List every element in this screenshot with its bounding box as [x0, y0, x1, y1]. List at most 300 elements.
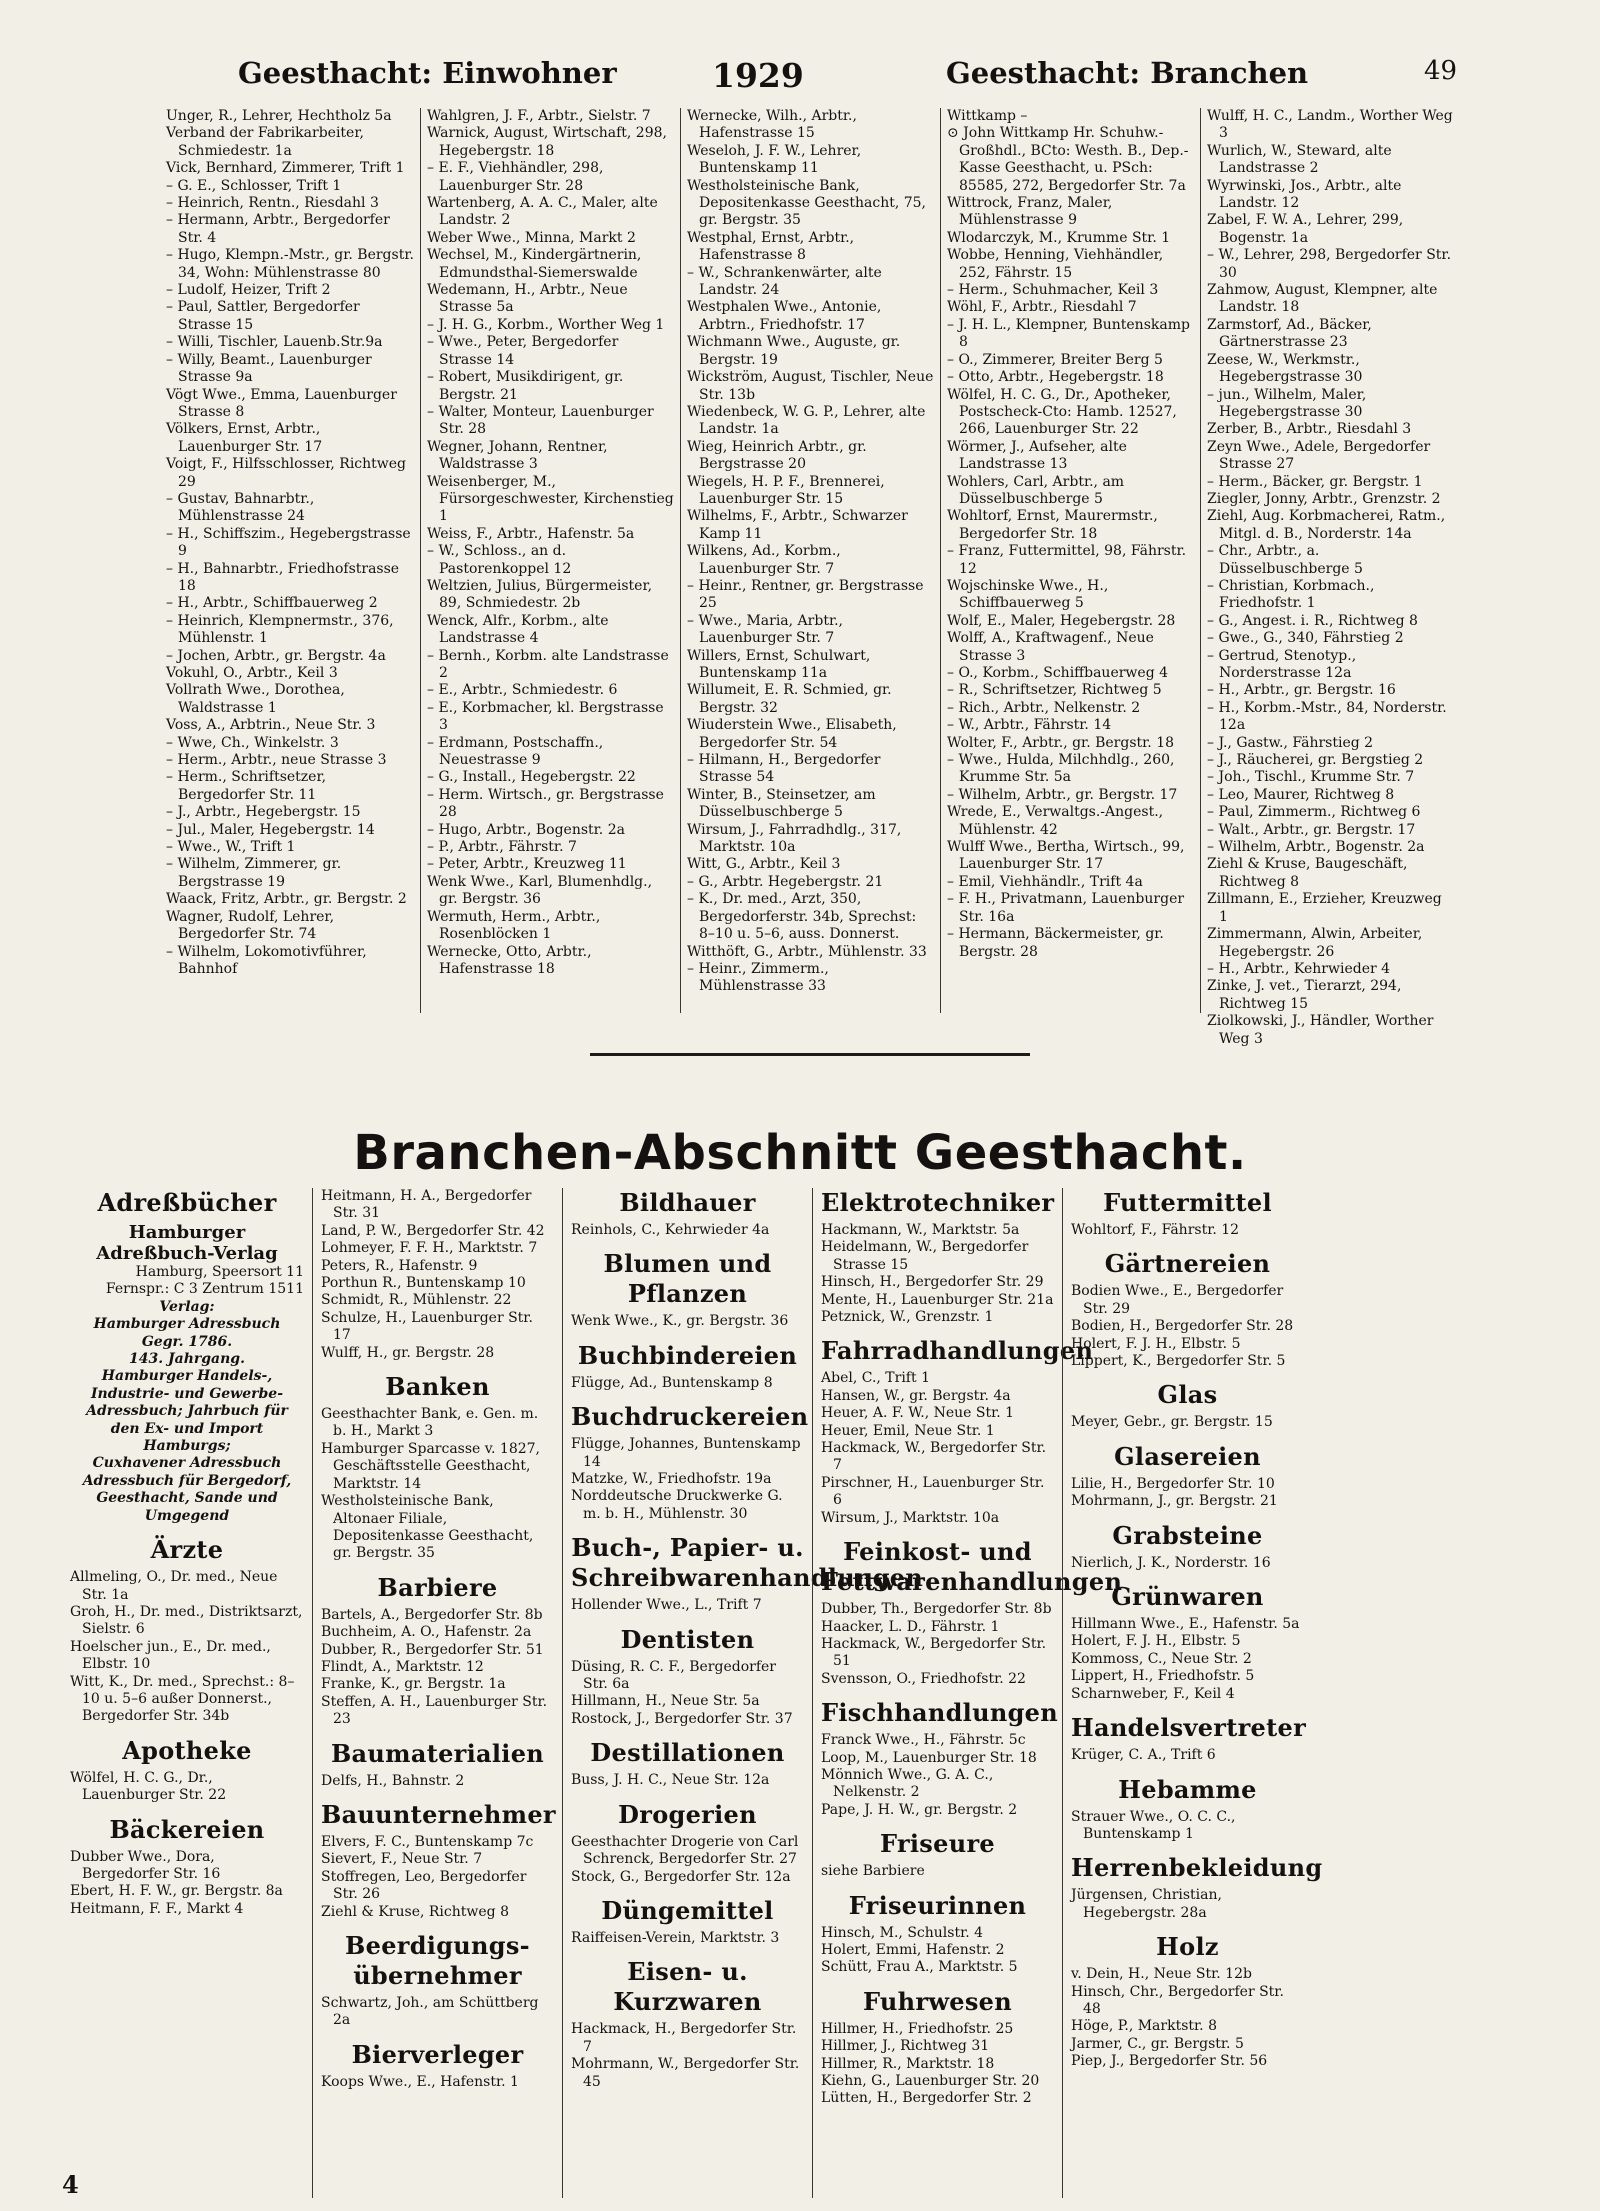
resident-entry: – J. H. G., Korbm., Worther Weg 1 — [427, 316, 665, 333]
business-entry: Heitmann, H. A., Bergedorfer Str. 31 — [321, 1188, 532, 1222]
business-entry: Elvers, F. C., Buntenskamp 7c — [321, 1833, 534, 1850]
resident-entry: – Ludolf, Heizer, Trift 2 — [166, 282, 331, 299]
category-heading: Glas — [1157, 1380, 1218, 1410]
business-entry: Hackmann, W., Marktstr. 5a — [821, 1222, 1020, 1238]
header-right-title: Geesthacht: Branchen — [946, 56, 1309, 90]
business-entry: Franke, K., gr. Bergstr. 1a — [321, 1676, 506, 1693]
business-entry: Flügge, Ad., Buntenskamp 8 — [571, 1374, 773, 1391]
business-entry: Hamburger Sparcasse v. 1827, Geschäftsstelle Geesthacht, Marktstr. 14 — [321, 1440, 541, 1492]
category-heading: Bäckereien — [109, 1814, 265, 1844]
category-heading: Glasereien — [1114, 1441, 1261, 1471]
resident-entry: Wulff, H. C., Landm., Worther Weg 3 — [1207, 108, 1453, 142]
resident-entry: – O., Korbm., Schiffbauerweg 4 — [947, 665, 1169, 681]
business-entry: Hinsch, H., Bergedorfer Str. 29 — [821, 1274, 1044, 1291]
business-entry: Nierlich, J. K., Norderstr. 16 — [1071, 1554, 1271, 1571]
resident-entry: – Wwe., Peter, Bergedorfer Strasse 14 — [427, 334, 619, 368]
category-heading: Herrenbekleidung — [1071, 1853, 1323, 1883]
business-entry: Lippert, K., Bergedorfer Str. 5 — [1071, 1353, 1286, 1370]
resident-entry: – Wwe., W., Trift 1 — [166, 839, 296, 856]
resident-entry: – W., Lehrer, 298, Bergedorfer Str. 30 — [1207, 247, 1452, 281]
business-entry: Steffen, A. H., Lauenburger Str. 23 — [321, 1693, 548, 1728]
business-entry: Groh, H., Dr. med., Distriktsarzt, Sielstr. 6 — [70, 1603, 303, 1638]
resident-entry: – Otto, Arbtr., Hegebergstr. 18 — [947, 369, 1164, 386]
business-entry: Ebert, H. F. W., gr. Bergstr. 8a — [70, 1883, 283, 1900]
business-entry: Loop, M., Lauenburger Str. 18 — [821, 1749, 1037, 1766]
residents-col-3 — [680, 108, 940, 1013]
resident-entry: Völkers, Ernst, Arbtr., Lauenburger Str. 17 — [166, 421, 323, 455]
resident-entry: Vick, Bernhard, Zimmerer, Trift 1 — [166, 160, 405, 177]
business-entry: Hillmer, J., Richtweg 31 — [821, 2038, 990, 2055]
business-entry: Mönnich Wwe., G. A. C., Nelkenstr. 2 — [821, 1766, 994, 1801]
resident-entry: – Jul., Maler, Hegebergstr. 14 — [166, 821, 375, 838]
business-entry: Haacker, L. D., Fährstr. 1 — [821, 1618, 1000, 1635]
resident-entry: Wolter, F., Arbtr., gr. Bergstr. 18 — [947, 734, 1175, 751]
business-entry: Jarmer, C., gr. Bergstr. 5 — [1071, 2035, 1244, 2052]
resident-entry: – Gustav, Bahnarbtr., Mühlenstrasse 24 — [166, 490, 315, 525]
category-heading: Barbiere — [377, 1572, 498, 1602]
business-entry: Hinsch, Chr., Bergedorfer Str. 48 — [1071, 1983, 1284, 2017]
resident-entry: – E., Arbtr., Schmiedestr. 6 — [427, 682, 618, 699]
resident-entry: – W., Arbtr., Fährstr. 14 — [947, 717, 1112, 734]
section-divider — [590, 1053, 1030, 1056]
resident-entry: – O., Zimmerer, Breiter Berg 5 — [947, 351, 1163, 368]
category-heading: Buchdruckereien — [571, 1402, 809, 1432]
business-entry: Delfs, H., Bahnstr. 2 — [321, 1772, 465, 1789]
resident-entry: Vögt Wwe., Emma, Lauenburger Strasse 8 — [166, 386, 397, 420]
resident-entry: – Hermann, Arbtr., Bergedorfer Str. 4 — [166, 212, 390, 246]
resident-entry: – G. E., Schlosser, Trift 1 — [166, 177, 342, 194]
business-entry: Flügge, Johannes, Buntenskamp 14 — [571, 1436, 801, 1470]
business-entry: Wirsum, J., Marktstr. 10a — [821, 1509, 1000, 1526]
ad-text: Gegr. 1786. — [141, 1333, 233, 1350]
category-heading: Fuhrwesen — [862, 1986, 1013, 2016]
category-heading: Friseure — [880, 1829, 995, 1859]
category-heading: Gärtnereien — [1104, 1249, 1271, 1279]
business-entry: Bodien Wwe., E., Bergedorfer Str. 29 — [1071, 1283, 1284, 1317]
resident-entry: Wiuderstein Wwe., Elisabeth, Bergedorfer Str. 54 — [687, 717, 897, 751]
resident-entry: – Heinr., Rentner, gr. Bergstrasse 25 — [687, 577, 924, 612]
resident-entry: Vokuhl, O., Arbtr., Keil 3 — [166, 665, 338, 681]
resident-entry: – Gertrud, Stenotyp., Norderstrasse 12a — [1207, 647, 1357, 681]
resident-entry: Wolf, E., Maler, Hegebergstr. 28 — [947, 612, 1176, 629]
resident-entry: – Christian, Korbmach., Friedhofstr. 1 — [1207, 577, 1375, 612]
business-entry: Mohrmann, J., gr. Bergstr. 21 — [1071, 1493, 1278, 1510]
business-entry: Lippert, H., Friedhofstr. 5 — [1071, 1668, 1255, 1685]
resident-entry: Weiss, F., Arbtr., Hafenstr. 5a — [427, 525, 635, 542]
business-entry: Dubber, R., Bergedorfer Str. 51 — [321, 1641, 544, 1658]
category-heading: Ärzte — [150, 1535, 224, 1565]
resident-entry: Wernecke, Wilh., Arbtr., Hafenstrasse 15 — [687, 108, 857, 142]
category-heading: Buchbindereien — [577, 1340, 798, 1370]
resident-entry: – J. H. L., Klempner, Buntenskamp 8 — [947, 316, 1190, 351]
category-heading: Adreßbücher — [97, 1188, 277, 1217]
resident-entry: – G., Arbtr. Hegebergstr. 21 — [687, 873, 884, 890]
resident-entry: Wahlgren, J. F., Arbtr., Sielstr. 7 — [427, 108, 651, 124]
category-heading: Düngemittel — [601, 1895, 774, 1925]
category-heading: Eisen- u. Kurzwaren — [613, 1957, 762, 2017]
category-heading: Bildhauer — [619, 1188, 756, 1217]
ad-text: Hamburger Adressbuch — [93, 1316, 281, 1333]
business-entry: Mohrmann, W., Bergedorfer Str. 45 — [571, 2056, 800, 2090]
business-entry: Land, P. W., Bergedorfer Str. 42 — [321, 1222, 545, 1239]
business-entry: Hackmack, W., Bergedorfer Str. 7 — [821, 1440, 1047, 1474]
resident-entry: Wörmer, J., Aufseher, alte Landstrasse 13 — [947, 438, 1127, 473]
business-entry: Holert, F. J. H., Elbstr. 5 — [1071, 1633, 1241, 1650]
resident-entry: Verband der Fabrikarbeiter, Schmiedestr. 1a — [166, 125, 364, 159]
ad-text: Adreßbuch-Verlag — [96, 1243, 278, 1264]
category-heading: Grabsteine — [1112, 1520, 1263, 1550]
business-entry: Ziehl & Kruse, Richtweg 8 — [321, 1903, 509, 1920]
category-heading: Beerdigungs-übernehmer — [345, 1931, 530, 1990]
resident-entry: – Herm., Bäcker, gr. Bergstr. 1 — [1207, 473, 1423, 490]
resident-entry: Wittrock, Franz, Maler, Mühlenstrasse 9 — [947, 195, 1113, 229]
footer-page-mark: 4 — [62, 2170, 79, 2199]
resident-entry: – Heinr., Zimmerm., Mühlenstrasse 33 — [687, 960, 829, 995]
resident-entry: Wirsum, J., Fahrradhdlg., 317, Marktstr. 10a — [687, 821, 902, 856]
residents-col-4 — [940, 108, 1200, 1013]
business-entry: Scharnweber, F., Keil 4 — [1071, 1685, 1235, 1702]
resident-entry: – Leo, Maurer, Richtweg 8 — [1207, 786, 1395, 803]
resident-entry: Voss, A., Arbtrin., Neue Str. 3 — [166, 717, 376, 734]
business-entry: Hackmack, W., Bergedorfer Str. 51 — [821, 1635, 1047, 1670]
resident-entry: – Willi, Tischler, Lauenb.Str.9a — [166, 334, 383, 351]
resident-entry: ⊙ John Wittkamp Hr. Schuhw.-Großhdl., BCto: Westh. B., Dep.-Kasse Geesthacht, u. PSch: 85585, 272, Bergedorfer Str. 7a — [947, 125, 1189, 194]
resident-entry: – Robert, Musikdirigent, gr. Bergstr. 21 — [427, 369, 624, 403]
resident-entry: – J., Räucherei, gr. Bergstieg 2 — [1207, 752, 1424, 769]
resident-entry: Wlodarczyk, M., Krumme Str. 1 — [947, 229, 1171, 246]
resident-entry: – K., Dr. med., Arzt, 350, Bergedorferstr. 34b, Sprechst: 8–10 u. 5–6, auss. Donnerst. — [687, 891, 917, 943]
resident-entry: – P., Arbtr., Fährstr. 7 — [427, 839, 577, 856]
business-entry: Schulze, H., Lauenburger Str. 17 — [321, 1309, 533, 1344]
ad-text: Verlag: — [159, 1298, 215, 1315]
category-heading: Bierverleger — [351, 2039, 524, 2069]
category-heading: Blumen und Pflanzen — [603, 1249, 772, 1309]
business-entry: Mente, H., Lauenburger Str. 21a — [821, 1291, 1054, 1308]
resident-entry: – Paul, Sattler, Bergedorfer Strasse 15 — [166, 299, 360, 333]
business-entry: Wohltorf, F., Fährstr. 12 — [1071, 1222, 1240, 1238]
business-entry: Raiffeisen-Verein, Marktstr. 3 — [571, 1929, 780, 1946]
resident-entry: – Walt., Arbtr., gr. Bergstr. 17 — [1207, 821, 1416, 838]
resident-entry: Wohltorf, Ernst, Maurermstr., Bergedorfer Str. 18 — [947, 508, 1158, 542]
resident-entry: Zeyn Wwe., Adele, Bergedorfer Strasse 27 — [1207, 438, 1431, 473]
resident-entry: – Willy, Beamt., Lauenburger Strasse 9a — [166, 351, 372, 386]
business-entry: Koops Wwe., E., Hafenstr. 1 — [321, 2073, 519, 2090]
resident-entry: – Hermann, Bäckermeister, gr. Bergstr. 28 — [947, 926, 1164, 960]
resident-entry: Wilhelms, F., Arbtr., Schwarzer Kamp 11 — [687, 508, 908, 542]
residents-col-5 — [1200, 108, 1460, 1047]
business-entry: Allmeling, O., Dr. med., Neue Str. 1a — [70, 1569, 278, 1603]
category-heading: Fischhandlungen — [821, 1698, 1058, 1728]
resident-entry: Wittkamp – — [947, 108, 1028, 124]
resident-entry: – Hugo, Arbtr., Bogenstr. 2a — [427, 821, 625, 838]
resident-entry: Witt, G., Arbtr., Keil 3 — [687, 856, 841, 873]
business-entry: Norddeutsche Druckwerke G. m. b. H., Mühlenstr. 30 — [571, 1488, 783, 1522]
resident-entry: – G., Install., Hegebergstr. 22 — [427, 769, 636, 786]
business-entry: Hollender Wwe., L., Trift 7 — [571, 1597, 762, 1614]
business-entry: Heidelmann, W., Bergedorfer Strasse 15 — [821, 1239, 1029, 1273]
resident-entry: – Chr., Arbtr., a. Düsselbuschberge 5 — [1207, 543, 1363, 577]
business-entry: Abel, C., Trift 1 — [821, 1370, 930, 1387]
category-heading: Handelsvertreter — [1071, 1713, 1307, 1743]
resident-entry: – Hugo, Klempn.-Mstr., gr. Bergstr. 34, Wohn: Mühlenstrasse 80 — [166, 247, 414, 281]
business-entry: Wölfel, H. C. G., Dr., Lauenburger Str. 22 — [70, 1769, 227, 1804]
resident-entry: – J., Arbtr., Hegebergstr. 15 — [166, 804, 361, 821]
business-entry: Hinsch, M., Schulstr. 4 — [821, 1924, 984, 1941]
page-header — [0, 56, 1600, 96]
resident-entry: – E. F., Viehhändler, 298, Lauenburger Str. 28 — [427, 160, 604, 194]
resident-entry: – Erdmann, Postschaffn., Neuestrasse 9 — [427, 734, 604, 769]
business-entry: Heuer, A. F. W., Neue Str. 1 — [821, 1405, 1015, 1422]
resident-entry: – Walter, Monteur, Lauenburger Str. 28 — [427, 403, 654, 438]
resident-entry: Wedemann, H., Arbtr., Neue Strasse 5a — [427, 282, 628, 316]
resident-entry: – Wilhelm, Arbtr., Bogenstr. 2a — [1207, 839, 1425, 856]
resident-entry: Wöhl, F., Arbtr., Riesdahl 7 — [947, 299, 1137, 316]
category-heading: Holz — [1156, 1932, 1219, 1962]
business-entry: Holert, F. J. H., Elbstr. 5 — [1071, 1335, 1241, 1352]
category-heading: Friseurinnen — [848, 1890, 1027, 1920]
business-entry: Lilie, H., Bergedorfer Str. 10 — [1071, 1475, 1275, 1492]
resident-entry: Wagner, Rudolf, Lehrer, Bergedorfer Str. 74 — [166, 908, 335, 943]
resident-entry: Wohlers, Carl, Arbtr., am Düsselbuschberge 5 — [947, 473, 1125, 507]
resident-entry: Wrede, E., Verwaltgs.-Angest., Mühlenstr. 42 — [947, 804, 1164, 838]
resident-entry: Weisenberger, M., Fürsorgeschwester, Kirchenstieg 1 — [427, 473, 674, 525]
ad-text: 143. Jahrgang. — [129, 1351, 245, 1368]
resident-entry: Wenk Wwe., Karl, Blumenhdlg., gr. Bergstr. 36 — [427, 873, 653, 908]
resident-entry: – Heinrich, Klempnermstr., 376, Mühlenstr. 1 — [166, 612, 394, 647]
resident-entry: Wiedenbeck, W. G. P., Lehrer, alte Landstr. 1a — [687, 403, 926, 438]
resident-entry: – W., Schrankenwärter, alte Landstr. 24 — [687, 264, 882, 299]
business-entry: Heuer, Emil, Neue Str. 1 — [821, 1422, 995, 1439]
resident-entry: Wulff Wwe., Bertha, Wirtsch., 99, Lauenburger Str. 17 — [947, 839, 1185, 873]
resident-entry: Wilkens, Ad., Korbm., Lauenburger Str. 7 — [687, 543, 841, 577]
category-heading: Elektrotechniker — [821, 1188, 1055, 1217]
resident-entry: – Heinrich, Rentn., Riesdahl 3 — [166, 195, 379, 212]
business-entry: Stoffregen, Leo, Bergedorfer Str. 26 — [321, 1868, 527, 1903]
category-heading: Grünwaren — [1111, 1582, 1264, 1612]
ad-text: Cuxhavener Adressbuch Adressbuch für Bergedorf, Geesthacht, Sande und Umgegend — [82, 1455, 292, 1524]
business-entry: Franck Wwe., H., Fährstr. 5c — [821, 1732, 1026, 1749]
business-entry: Geesthachter Bank, e. Gen. m. b. H., Markt 3 — [321, 1406, 539, 1440]
business-entry: v. Dein, H., Neue Str. 12b — [1071, 1966, 1252, 1983]
branchen-col-5 — [1062, 1188, 1323, 2198]
business-entry: Düsing, R. C. F., Bergedorfer Str. 6a — [571, 1658, 776, 1693]
business-entry: Holert, Emmi, Hafenstr. 2 — [821, 1941, 1005, 1958]
business-entry: Stock, G., Bergedorfer Str. 12a — [571, 1868, 791, 1885]
resident-entry: Unger, R., Lehrer, Hechtholz 5a — [166, 108, 392, 124]
resident-entry: Zahmow, August, Klempner, alte Landstr. 18 — [1207, 282, 1438, 316]
business-entry: Lütten, H., Bergedorfer Str. 2 — [821, 2090, 1032, 2107]
category-heading: Destillationen — [590, 1738, 785, 1768]
business-entry: Buchheim, A. O., Hafenstr. 2a — [321, 1624, 532, 1641]
resident-entry: Weber Wwe., Minna, Markt 2 — [427, 229, 636, 246]
resident-entry: Weseloh, J. F. W., Lehrer, Buntenskamp 11 — [687, 142, 862, 177]
business-entry: Pape, J. H. W., gr. Bergstr. 2 — [821, 1801, 1018, 1818]
resident-entry: – H., Arbtr., gr. Bergstr. 16 — [1207, 682, 1396, 699]
category-heading: Drogerien — [618, 1799, 757, 1829]
resident-entry: Zarmstorf, Ad., Bäcker, Gärtnerstrasse 23 — [1207, 316, 1372, 351]
resident-entry: Westphalen Wwe., Antonie, Arbtrn., Friedhofstr. 17 — [687, 299, 882, 333]
business-entry: Hillmann, H., Neue Str. 5a — [571, 1693, 760, 1710]
business-entry: Hillmer, H., Friedhofstr. 25 — [821, 2020, 1014, 2037]
resident-entry: Wojschinske Wwe., H., Schiffbauerweg 5 — [947, 577, 1109, 612]
header-left-title: Geesthacht: Einwohner — [238, 56, 617, 90]
business-entry: Schwartz, Joh., am Schüttberg 2a — [321, 1995, 539, 2029]
resident-entry: – Bernh., Korbm. alte Landstrasse 2 — [427, 647, 669, 681]
resident-entry: Wyrwinski, Jos., Arbtr., alte Landstr. 12 — [1207, 177, 1402, 212]
resident-entry: Wurlich, W., Steward, alte Landstrasse 2 — [1207, 142, 1392, 177]
resident-entry: Ziolkowski, J., Händler, Worther Weg 3 — [1207, 1013, 1434, 1047]
business-entry: Sievert, F., Neue Str. 7 — [321, 1851, 483, 1868]
resident-entry: Wenck, Alfr., Korbm., alte Landstrasse 4 — [427, 612, 609, 647]
business-entry: Flindt, A., Marktstr. 12 — [321, 1658, 484, 1675]
header-year: 1929 — [712, 56, 804, 95]
business-entry: Schmidt, R., Mühlenstr. 22 — [321, 1292, 512, 1309]
business-entry: Wulff, H., gr. Bergstr. 28 — [321, 1344, 495, 1361]
resident-entry: Westphal, Ernst, Arbtr., Hafenstrasse 8 — [687, 229, 855, 264]
ad-text: Hamburger Handels-, Industrie- und Gewerbe-Adressbuch; Jahrbuch für den Ex- und Import Hamburgs; — [86, 1368, 288, 1455]
resident-entry: Willumeit, E. R. Schmied, gr. Bergstr. 32 — [687, 682, 892, 716]
resident-entry: Zeese, W., Werkmstr., Hegebergstrasse 30 — [1207, 351, 1363, 386]
resident-entry: Wechsel, M., Kindergärtnerin, Edmundsthal-Siemerswalde — [427, 247, 642, 281]
resident-entry: Zinke, J. vet., Tierarzt, 294, Richtweg 15 — [1207, 978, 1402, 1012]
resident-entry: Wermuth, Herm., Arbtr., Rosenblöcken 1 — [427, 908, 601, 943]
business-entry: Dubber, Th., Bergedorfer Str. 8b — [821, 1601, 1052, 1618]
resident-entry: Warnick, August, Wirtschaft, 298, Hegebergstr. 18 — [427, 125, 667, 159]
business-entry: Kommoss, C., Neue Str. 2 — [1071, 1650, 1252, 1667]
business-entry: Hoelscher jun., E., Dr. med., Elbstr. 10 — [70, 1638, 271, 1673]
resident-entry: – H., Arbtr., Schiffbauerweg 2 — [166, 595, 378, 612]
resident-entry: Wickström, August, Tischler, Neue Str. 13b — [687, 369, 934, 403]
category-heading: Hebamme — [1118, 1774, 1257, 1804]
category-heading: Buch-, Papier- u. Schreibwarenhandlungen — [571, 1533, 924, 1593]
resident-entry: Westholsteinische Bank, Depositenkasse Geesthacht, 75, gr. Bergstr. 35 — [687, 177, 927, 229]
business-entry: Rostock, J., Bergedorfer Str. 37 — [571, 1710, 793, 1727]
business-entry: Bodien, H., Bergedorfer Str. 28 — [1071, 1318, 1294, 1335]
branchen-col-1 — [62, 1188, 312, 2198]
resident-entry: – Wwe., Maria, Arbtr., Lauenburger Str. 7 — [687, 612, 844, 647]
business-entry: Lohmeyer, F. F. H., Marktstr. 7 — [321, 1240, 538, 1257]
business-entry: Hansen, W., gr. Bergstr. 4a — [821, 1387, 1011, 1404]
branchen-grid — [62, 1188, 1323, 2198]
business-entry: Jürgensen, Christian, Hegebergstr. 28a — [1071, 1887, 1222, 1921]
resident-entry: – Wilhelm, Zimmerer, gr. Bergstrasse 19 — [166, 856, 342, 890]
business-entry: Petznick, W., Grenzstr. 1 — [821, 1309, 994, 1326]
resident-entry: – Herm. Wirtsch., gr. Bergstrasse 28 — [427, 786, 664, 821]
resident-entry: Winter, B., Steinsetzer, am Düsselbuschberge 5 — [687, 786, 876, 821]
resident-entry: – W., Schloss., an d. Pastorenkoppel 12 — [427, 543, 572, 577]
resident-entry: – Wwe., Hulda, Milchhdlg., 260, Krumme Str. 5a — [947, 752, 1175, 786]
resident-entry: Wölfel, H. C. G., Dr., Apotheker, Postscheck-Cto: Hamb. 12527, 266, Lauenburger Str. 22 — [947, 386, 1177, 438]
resident-entry: – Herm., Arbtr., neue Strasse 3 — [166, 752, 387, 769]
resident-entry: Waack, Fritz, Arbtr., gr. Bergstr. 2 — [166, 891, 407, 908]
category-heading: Dentisten — [620, 1624, 755, 1654]
resident-entry: – H., Arbtr., Kehrwieder 4 — [1207, 960, 1391, 977]
residents-col-2 — [420, 108, 680, 1013]
category-heading: Feinkost- und Fettwarenhandlungen — [821, 1537, 1123, 1597]
business-entry: siehe Barbiere — [821, 1863, 925, 1880]
branchen-col-2 — [312, 1188, 562, 2198]
business-entry: Wenk Wwe., K., gr. Bergstr. 36 — [571, 1313, 789, 1330]
business-entry: Geesthachter Drogerie von Carl Schrenck, Bergedorfer Str. 27 — [571, 1833, 799, 1868]
business-entry: Strauer Wwe., O. C. C., Buntenskamp 1 — [1071, 1808, 1236, 1842]
resident-entry: Willers, Ernst, Schulwart, Buntenskamp 11a — [687, 647, 871, 681]
resident-entry: Zabel, F. W. A., Lehrer, 299, Bogenstr. 1a — [1207, 212, 1404, 246]
resident-entry: Zimmermann, Alwin, Arbeiter, Hegebergstr. 26 — [1207, 926, 1423, 960]
page-number: 49 — [1424, 56, 1458, 86]
resident-entry: – J., Gastw., Fährstieg 2 — [1207, 734, 1374, 751]
resident-entry: – Wwe, Ch., Winkelstr. 3 — [166, 734, 339, 751]
resident-entry: Wolff, A., Kraftwagenf., Neue Strasse 3 — [947, 630, 1154, 664]
category-heading: Apotheke — [122, 1735, 252, 1765]
category-heading: Bauunternehmer — [321, 1799, 556, 1829]
section-title: Branchen-Abschnitt Geesthacht. — [353, 1125, 1247, 1181]
business-entry: Westholsteinische Bank, Altonaer Filiale, Depositenkasse Geesthacht, gr. Bergstr. 35 — [321, 1493, 534, 1562]
business-entry: Meyer, Gebr., gr. Bergstr. 15 — [1071, 1414, 1273, 1431]
resident-entry: Voigt, F., Hilfsschlosser, Richtweg 29 — [166, 456, 407, 490]
business-entry: Porthun R., Buntenskamp 10 — [321, 1275, 526, 1292]
residents-col-1 — [160, 108, 420, 1013]
resident-entry: Vollrath Wwe., Dorothea, Waldstrasse 1 — [166, 682, 345, 716]
resident-entry: – Wilhelm, Arbtr., gr. Bergstr. 17 — [947, 786, 1178, 803]
category-heading: Banken — [385, 1372, 490, 1402]
business-entry: Hillmann Wwe., E., Hafenstr. 5a — [1071, 1616, 1300, 1633]
resident-entry: Wegner, Johann, Rentner, Waldstrasse 3 — [427, 438, 608, 473]
resident-entry: Wobbe, Henning, Viehhändler, 252, Fährstr. 15 — [947, 247, 1164, 281]
business-entry: Kiehn, G., Lauenburger Str. 20 — [821, 2073, 1040, 2089]
business-entry: Pirschner, H., Lauenburger Str. 6 — [821, 1474, 1045, 1509]
business-entry: Hillmer, R., Marktstr. 18 — [821, 2055, 995, 2072]
resident-entry: – H., Schiffszim., Hegebergstrasse 9 — [166, 525, 411, 560]
resident-entry: – E., Korbmacher, kl. Bergstrasse 3 — [427, 699, 664, 734]
resident-entry: Ziehl, Aug. Korbmacherei, Ratm., Mitgl. d. B., Norderstr. 14a — [1207, 508, 1446, 542]
resident-entry: Ziegler, Jonny, Arbtr., Grenzstr. 2 — [1207, 490, 1441, 507]
resident-entry: Weltzien, Julius, Bürgermeister, 89, Schmiedestr. 2b — [427, 577, 653, 612]
business-entry: Reinhols, C., Kehrwieder 4a — [571, 1222, 770, 1238]
branchen-col-4 — [812, 1188, 1123, 2198]
category-heading: Fahrradhandlungen — [821, 1336, 1094, 1366]
resident-entry: – Paul, Zimmerm., Richtweg 6 — [1207, 804, 1421, 821]
resident-entry: – Emil, Viehhändlr., Trift 4a — [947, 873, 1143, 890]
resident-entry: Ziehl & Kruse, Baugeschäft, Richtweg 8 — [1207, 856, 1408, 890]
resident-entry: Witthöft, G., Arbtr., Mühlenstr. 33 — [687, 943, 927, 960]
business-entry: Matzke, W., Friedhofstr. 19a — [571, 1471, 772, 1488]
business-entry: Krüger, C. A., Trift 6 — [1071, 1747, 1216, 1764]
business-entry: Hackmack, H., Bergedorfer Str. 7 — [571, 2021, 797, 2055]
resident-entry: – Herm., Schriftsetzer, Bergedorfer Str. 11 — [166, 769, 327, 803]
resident-entry: Wichmann Wwe., Auguste, gr. Bergstr. 19 — [687, 334, 901, 368]
business-entry: Schütt, Frau A., Marktstr. 5 — [821, 1959, 1018, 1976]
business-entry: Heitmann, F. F., Markt 4 — [70, 1900, 244, 1917]
resident-entry: Wernecke, Otto, Arbtr., Hafenstrasse 18 — [427, 943, 592, 977]
business-entry: Svensson, O., Friedhofstr. 22 — [821, 1670, 1026, 1687]
ad-text: Fernspr.: C 3 Zentrum 1511 — [105, 1281, 304, 1298]
resident-entry: – H., Bahnarbtr., Friedhofstrasse 18 — [166, 560, 400, 594]
business-entry: Witt, K., Dr. med., Sprechst.: 8–10 u. 5–6 außer Donnerst., Bergedorfer Str. 34b — [70, 1673, 295, 1725]
resident-entry: – Gwe., G., 340, Fährstieg 2 — [1207, 630, 1404, 647]
resident-entry: – Herm., Schuhmacher, Keil 3 — [947, 282, 1159, 299]
ad-text: Hamburg, Speersort 11 — [135, 1264, 304, 1280]
resident-entry: Zerber, B., Arbtr., Riesdahl 3 — [1207, 421, 1412, 438]
business-entry: Peters, R., Hafenstr. 9 — [321, 1257, 478, 1274]
ad-text: Hamburger — [128, 1222, 246, 1243]
resident-entry: – Hilmann, H., Bergedorfer Strasse 54 — [687, 752, 881, 786]
residents-grid — [160, 108, 1460, 1047]
category-heading: Baumaterialien — [330, 1738, 545, 1768]
resident-entry: – G., Angest. i. R., Richtweg 8 — [1207, 612, 1418, 629]
category-heading: Futtermittel — [1103, 1188, 1272, 1217]
resident-entry: – Wilhelm, Lokomotivführer, Bahnhof — [166, 943, 367, 977]
resident-entry: Wartenberg, A. A. C., Maler, alte Landstr. 2 — [427, 195, 658, 229]
